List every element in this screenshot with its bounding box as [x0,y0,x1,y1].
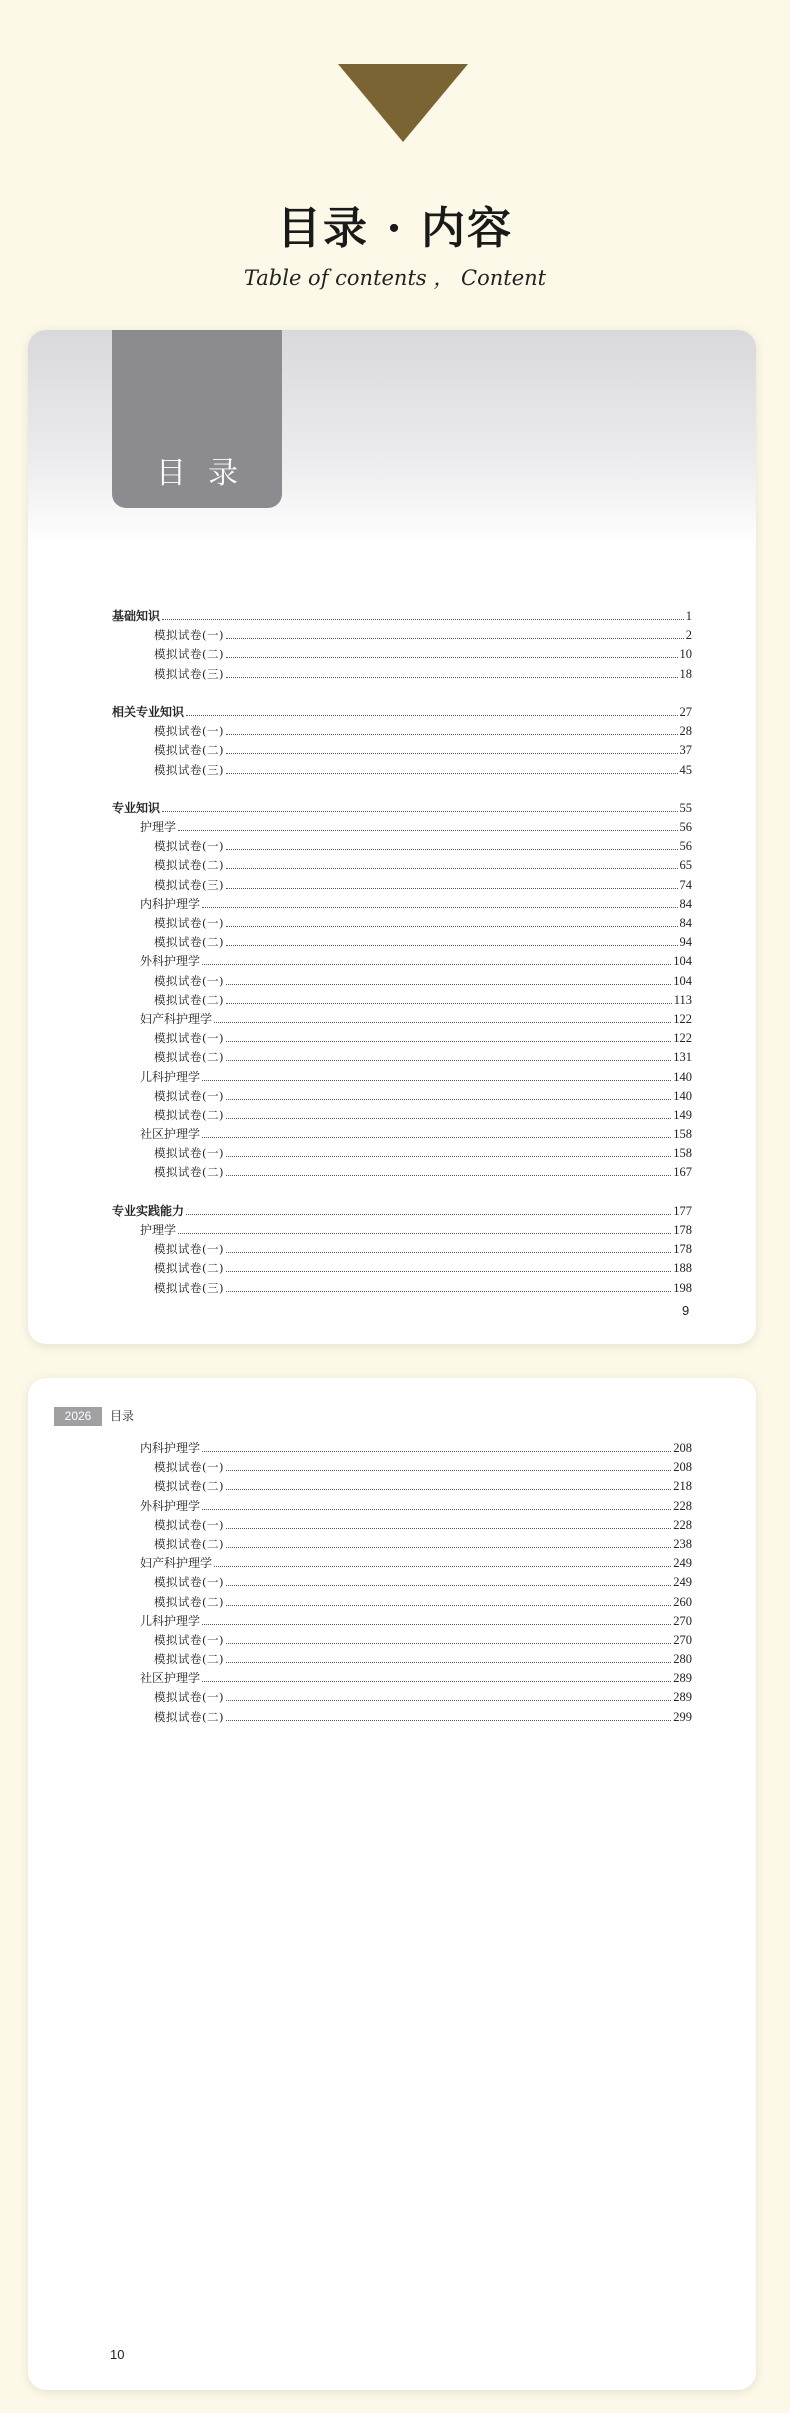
toc-entry[interactable] [112,645,692,664]
toc-entry-page: 113 [673,992,692,1007]
toc-subsection[interactable] [112,1554,692,1573]
dot-leader [226,1041,671,1042]
toc-entry-label: 模拟试卷(一) [154,1575,224,1590]
toc-entry-label: 专业知识 [112,800,161,815]
toc-entry-label: 内科护理学 [140,1441,201,1455]
toc-entry-label: 儿科护理学 [140,1069,201,1084]
toc-subsection[interactable] [112,1497,692,1516]
toc-entry[interactable] [112,1259,692,1278]
toc-entry-page: 104 [673,973,692,988]
dot-leader [226,1662,671,1663]
toc-entry-label: 模拟试卷(二) [154,992,224,1007]
dot-leader [226,1099,671,1100]
page-title: 目录 · 内容 [277,203,513,254]
toc-entry[interactable] [112,876,692,895]
toc-entry-label: 模拟试卷(一) [154,1242,224,1257]
toc-entry-label: 模拟试卷(三) [154,1280,224,1295]
toc-entry-label: 内科护理学 [140,896,201,911]
toc-tab-label: 目录 [156,456,260,491]
toc-subsection[interactable] [112,818,692,837]
toc-entry-label: 儿科护理学 [140,1613,201,1628]
toc-entry-page: 37 [679,743,692,758]
toc-entry-label: 模拟试卷(二) [154,858,224,873]
dot-leader [226,677,678,678]
toc-entry-page: 56 [679,820,692,835]
toc-subsection[interactable] [112,1439,692,1458]
page-number: 10 [110,2347,125,2362]
toc-entry[interactable] [112,1631,692,1650]
dot-leader [162,619,684,620]
toc-page-1 [28,330,756,1344]
dot-leader [202,1080,671,1081]
dot-leader [226,1585,671,1586]
toc-entry-label: 模拟试卷(一) [154,973,224,988]
dot-leader [226,926,678,927]
toc-entry-page: 158 [673,1146,692,1161]
toc-subsection[interactable] [112,895,692,914]
toc-entry-page: 228 [673,1517,692,1532]
toc-section[interactable] [112,799,692,818]
dot-leader [226,1003,672,1004]
toc-entry-page: 27 [679,704,692,719]
toc-entry-label: 模拟试卷(二) [154,647,224,662]
toc-entry[interactable] [112,741,692,760]
toc-entry-label: 基础知识 [112,609,161,623]
toc-entry-label: 护理学 [140,1223,177,1237]
page-number: 9 [682,1303,690,1318]
dot-leader [202,1137,671,1138]
dot-leader [226,1700,671,1701]
toc-entry-page: 289 [673,1690,692,1705]
dot-leader [214,1566,671,1567]
dot-leader [226,753,678,754]
toc-entry-label: 模拟试卷(一) [154,628,224,643]
toc-section[interactable] [112,703,692,722]
toc-subsection[interactable] [112,1221,692,1240]
toc-entry-page: 104 [673,954,692,969]
dot-leader [226,868,678,869]
toc-entry-label: 妇产科护理学 [140,1556,213,1571]
section-gap [112,780,692,799]
toc-entry[interactable] [112,1688,692,1707]
dot-leader [226,888,678,889]
toc-subsection[interactable] [112,952,692,971]
toc-entry-page: 218 [673,1479,692,1494]
toc-entry-page: 10 [679,647,692,662]
dot-leader [186,715,677,716]
toc-entry-page: 158 [673,1127,692,1142]
toc-entry-label: 专业实践能力 [112,1203,185,1218]
toc-subsection[interactable] [112,1068,692,1087]
toc-entry-label: 社区护理学 [140,1671,201,1686]
toc-entry-label: 模拟试卷(一) [154,839,224,854]
toc-entry-label: 模拟试卷(一) [154,1031,224,1046]
toc-entry-label: 模拟试卷(二) [154,1594,224,1609]
toc-entry-label: 模拟试卷(一) [154,916,224,930]
toc-entry[interactable] [112,1708,692,1727]
toc-entry[interactable] [112,837,692,856]
dot-leader [202,964,671,965]
dot-leader [226,1156,671,1157]
toc-entry[interactable] [112,1516,692,1535]
dot-leader [226,1175,671,1176]
toc-entry-page: 56 [679,839,692,854]
toc-entry-label: 外科护理学 [140,1498,201,1513]
toc-tab [112,330,282,508]
toc-entry-page: 2 [685,628,692,643]
toc-entry[interactable] [112,1163,692,1182]
toc-entry-page: 198 [673,1280,692,1295]
toc-entry-page: 149 [673,1107,692,1122]
toc-subsection[interactable] [112,1669,692,1688]
toc-entry-page: 178 [673,1223,692,1237]
decorative-triangle [338,64,468,142]
section-gap [112,684,692,703]
dot-leader [226,1470,671,1471]
toc-entry-page: 140 [673,1088,692,1103]
toc-entry-page: 280 [673,1652,692,1667]
toc-entry[interactable] [112,1048,692,1067]
toc-entry-page: 249 [673,1556,692,1571]
toc-page-2 [28,1378,756,2390]
toc-entry-page: 270 [673,1613,692,1628]
dot-leader [226,773,678,774]
dot-leader [214,1022,671,1023]
dot-leader [202,1624,671,1625]
toc-entry-label: 模拟试卷(一) [154,1088,224,1103]
toc-subsection[interactable] [112,1010,692,1029]
toc-entry-label: 妇产科护理学 [140,1011,213,1026]
toc-subsection[interactable] [112,1612,692,1631]
dot-leader [226,657,678,658]
dot-leader [202,1681,671,1682]
toc-entry-label: 社区护理学 [140,1127,201,1142]
toc-entry-page: 208 [673,1441,692,1455]
toc-entry-page: 18 [679,666,692,681]
toc-entry[interactable] [112,1087,692,1106]
running-header-title: 目录 [110,1409,135,1423]
page-subtitle: Table of contents ， Content [243,266,547,290]
toc-entry[interactable] [112,991,692,1010]
toc-entry-page: 270 [673,1632,692,1647]
dot-leader [178,830,677,831]
toc-entry[interactable] [112,972,692,991]
section-gap [112,1183,692,1202]
dot-leader [226,1489,671,1490]
toc-entry[interactable] [112,856,692,875]
toc-entry-page: 55 [679,800,692,815]
toc-entry-label: 模拟试卷(三) [154,762,224,777]
toc-entry-page: 140 [673,1069,692,1084]
toc-entry-page: 45 [679,762,692,777]
toc-entry-page: 188 [673,1261,692,1276]
toc-entry-page: 131 [673,1050,692,1065]
dot-leader [226,984,671,985]
toc-entry[interactable] [112,665,692,684]
toc-entry-label: 模拟试卷(二) [154,1479,224,1494]
toc-entry-label: 模拟试卷(一) [154,1517,224,1532]
toc-entry[interactable] [112,1650,692,1669]
toc-entry-page: 65 [679,858,692,873]
toc-entry-page: 178 [673,1242,692,1257]
toc-entry-label: 模拟试卷(一) [154,1632,224,1647]
dot-leader [226,1547,671,1548]
toc-entry-page: 28 [679,724,692,739]
toc-entry-page: 167 [673,1165,692,1180]
dot-leader [226,849,678,850]
toc-entry-label: 模拟试卷(二) [154,1536,224,1551]
toc-entry[interactable] [112,1029,692,1048]
toc-entry[interactable] [112,722,692,741]
dot-leader [226,1528,671,1529]
dot-leader [202,1451,671,1452]
toc-entry[interactable] [112,1458,692,1477]
toc-subsection[interactable] [112,1125,692,1144]
toc-entry-page: 208 [673,1460,692,1475]
toc-entry[interactable] [112,1240,692,1259]
toc-entry-label: 模拟试卷(二) [154,1165,224,1180]
toc-entry[interactable] [112,1106,692,1125]
toc-entry-page: 74 [679,877,692,892]
toc-entry[interactable] [112,626,692,645]
toc-entry-label: 模拟试卷(三) [154,666,224,681]
toc-entry-page: 238 [673,1536,692,1551]
dot-leader [226,1291,671,1292]
dot-leader [226,638,684,639]
toc-entry-label: 模拟试卷(二) [154,1050,224,1065]
toc-entry-page: 177 [673,1203,692,1218]
toc-entry-label: 相关专业知识 [112,704,185,719]
toc-list [112,1439,692,1727]
toc-entry-page: 84 [679,896,692,911]
toc-entry-label: 模拟试卷(二) [154,935,224,950]
toc-entry-label: 模拟试卷(一) [154,1690,224,1705]
toc-entry[interactable] [112,1535,692,1554]
toc-entry[interactable] [112,914,692,933]
toc-entry-page: 289 [673,1671,692,1686]
dot-leader [226,1060,671,1061]
toc-entry-page: 249 [673,1575,692,1590]
toc-entry-page: 122 [673,1011,692,1026]
toc-entry-page: 260 [673,1594,692,1609]
dot-leader [202,1509,671,1510]
toc-entry-label: 模拟试卷(二) [154,743,224,758]
toc-entry-label: 护理学 [140,820,177,835]
toc-entry[interactable] [112,761,692,780]
toc-entry[interactable] [112,1477,692,1496]
toc-entry-label: 模拟试卷(二) [154,1652,224,1667]
toc-entry-label: 模拟试卷(二) [154,1261,224,1276]
toc-entry-page: 228 [673,1498,692,1513]
toc-list [112,607,692,1298]
dot-leader [178,1233,671,1234]
toc-entry-page: 299 [673,1709,692,1724]
toc-entry-label: 模拟试卷(二) [154,1709,224,1724]
toc-entry[interactable] [112,1593,692,1612]
toc-entry-page: 1 [685,609,692,623]
dot-leader [226,1252,671,1253]
toc-entry-label: 模拟试卷(三) [154,877,224,892]
year-badge: 2026 [54,1407,102,1426]
dot-leader [226,1118,671,1119]
toc-entry[interactable] [112,933,692,952]
toc-section[interactable] [112,607,692,626]
toc-entry-label: 模拟试卷(一) [154,1460,224,1475]
toc-section[interactable] [112,1202,692,1221]
toc-entry[interactable] [112,1279,692,1298]
toc-entry-label: 外科护理学 [140,954,201,969]
toc-entry-label: 模拟试卷(一) [154,1146,224,1161]
dot-leader [226,1271,671,1272]
dot-leader [226,1605,671,1606]
page-header-band [28,330,756,545]
dot-leader [226,1643,671,1644]
toc-entry-page: 84 [679,916,692,930]
toc-entry[interactable] [112,1573,692,1592]
dot-leader [162,811,677,812]
toc-entry-page: 122 [673,1031,692,1046]
dot-leader [226,734,678,735]
dot-leader [226,945,678,946]
toc-entry-label: 模拟试卷(一) [154,724,224,739]
toc-entry-page: 94 [679,935,692,950]
dot-leader [186,1214,671,1215]
toc-entry-label: 模拟试卷(二) [154,1107,224,1122]
dot-leader [226,1720,671,1721]
dot-leader [202,907,677,908]
toc-entry[interactable] [112,1144,692,1163]
